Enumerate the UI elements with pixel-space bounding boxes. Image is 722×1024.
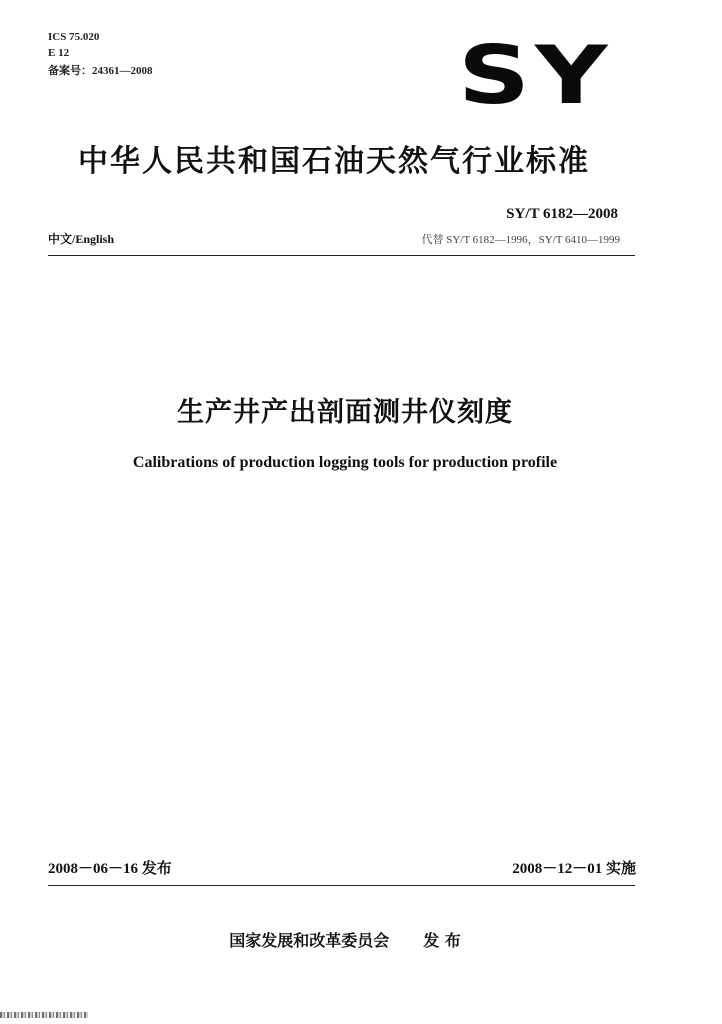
replaces-note: 代替 SY/T 6182—1996，SY/T 6410—1999 (421, 234, 620, 246)
issue-date: 2008－06－16 发布 (48, 861, 172, 877)
filing-number: 备案号：24361—2008 (48, 65, 153, 77)
publisher-name: 国家发展和改革委员会 (229, 931, 390, 950)
classification-code: E 12 (48, 47, 70, 59)
bottom-divider (48, 885, 635, 886)
publish-action: 发 布 (423, 931, 461, 950)
implementation-date: 2008－12－01 实施 (512, 861, 636, 877)
scan-artifact (0, 1012, 88, 1018)
sy-logo: SY (458, 29, 613, 122)
language-label: 中文/English (48, 232, 115, 246)
top-divider (48, 255, 635, 256)
document-title-chinese: 生产井产出剖面测井仪刻度 (177, 397, 513, 428)
document-title-english: Calibrations of production logging tools for production profile (132, 454, 558, 471)
ics-code: ICS 75.020 (48, 31, 100, 43)
standard-number: SY/T 6182—2008 (506, 206, 618, 222)
industry-standard-title: 中华人民共和国石油天然气行业标准 (78, 144, 590, 179)
publisher-line (0, 928, 690, 951)
